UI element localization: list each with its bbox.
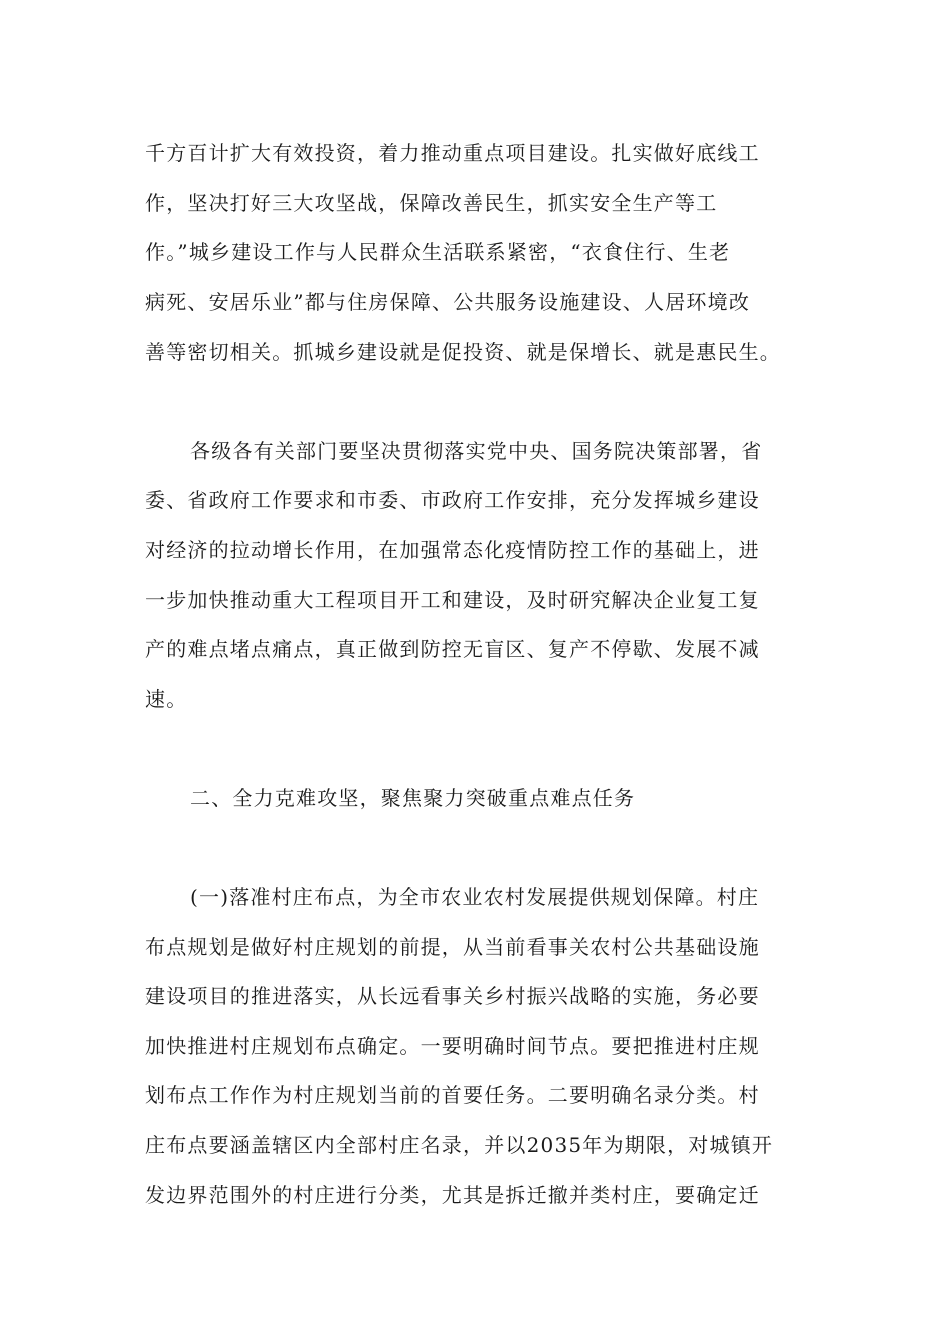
paragraph-1-line-4: 病死、安居乐业”都与住房保障、公共服务设施建设、人居环境改 — [145, 290, 751, 314]
paragraph-3-line-4: 加快推进村庄规划布点确定。一要明确时间节点。要把推进村庄规 — [145, 1034, 760, 1058]
paragraph-2-line-5: 产的难点堵点痛点，真正做到防控无盲区、复产不停歇、发展不减 — [145, 637, 760, 661]
paragraph-2-line-1: 各级各有关部门要坚决贯彻落实党中央、国务院决策部署，省 — [190, 439, 763, 463]
paragraph-1-line-5: 善等密切相关。抓城乡建设就是促投资、就是保增长、就是惠民生。 — [145, 340, 781, 364]
paragraph-1-line-1: 千方百计扩大有效投资，着力推动重点项目建设。扎实做好底线工 — [145, 141, 760, 165]
paragraph-3-line-3: 建设项目的推进落实，从长远看事关乡村振兴战略的实施，务必要 — [145, 984, 760, 1008]
paragraph-3-line-2: 布点规划是做好村庄规划的前提，从当前看事关农村公共基础设施 — [145, 935, 760, 959]
paragraph-3-line-7: 发边界范围外的村庄进行分类，尤其是拆迁撤并类村庄，要确定迁 — [145, 1183, 760, 1207]
paragraph-1-line-3: 作。”城乡建设工作与人民群众生活联系紧密，“衣食住行、生老 — [145, 240, 731, 264]
paragraph-3-line-5: 划布点工作作为村庄规划当前的首要任务。二要明确名录分类。村 — [145, 1083, 760, 1107]
paragraph-2-line-6: 速。 — [145, 687, 188, 711]
paragraph-3-line-1: (一)落准村庄布点，为全市农业农村发展提供规划保障。村庄 — [190, 885, 760, 909]
section-heading: 二、全力克难攻坚，聚焦聚力突破重点难点任务 — [190, 786, 636, 810]
paragraph-2-line-2: 委、省政府工作要求和市委、市政府工作安排，充分发挥城乡建设 — [145, 488, 760, 512]
paragraph-1-line-2: 作，坚决打好三大攻坚战，保障改善民生，抓实安全生产等工 — [145, 191, 718, 215]
paragraph-3-line-6: 庄布点要涵盖辖区内全部村庄名录，并以2035年为期限，对城镇开 — [145, 1133, 774, 1157]
paragraph-2-line-4: 一步加快推动重大工程项目开工和建设，及时研究解决企业复工复 — [145, 588, 760, 612]
paragraph-2-line-3: 对经济的拉动增长作用，在加强常态化疫情防控工作的基础上，进 — [145, 538, 760, 562]
